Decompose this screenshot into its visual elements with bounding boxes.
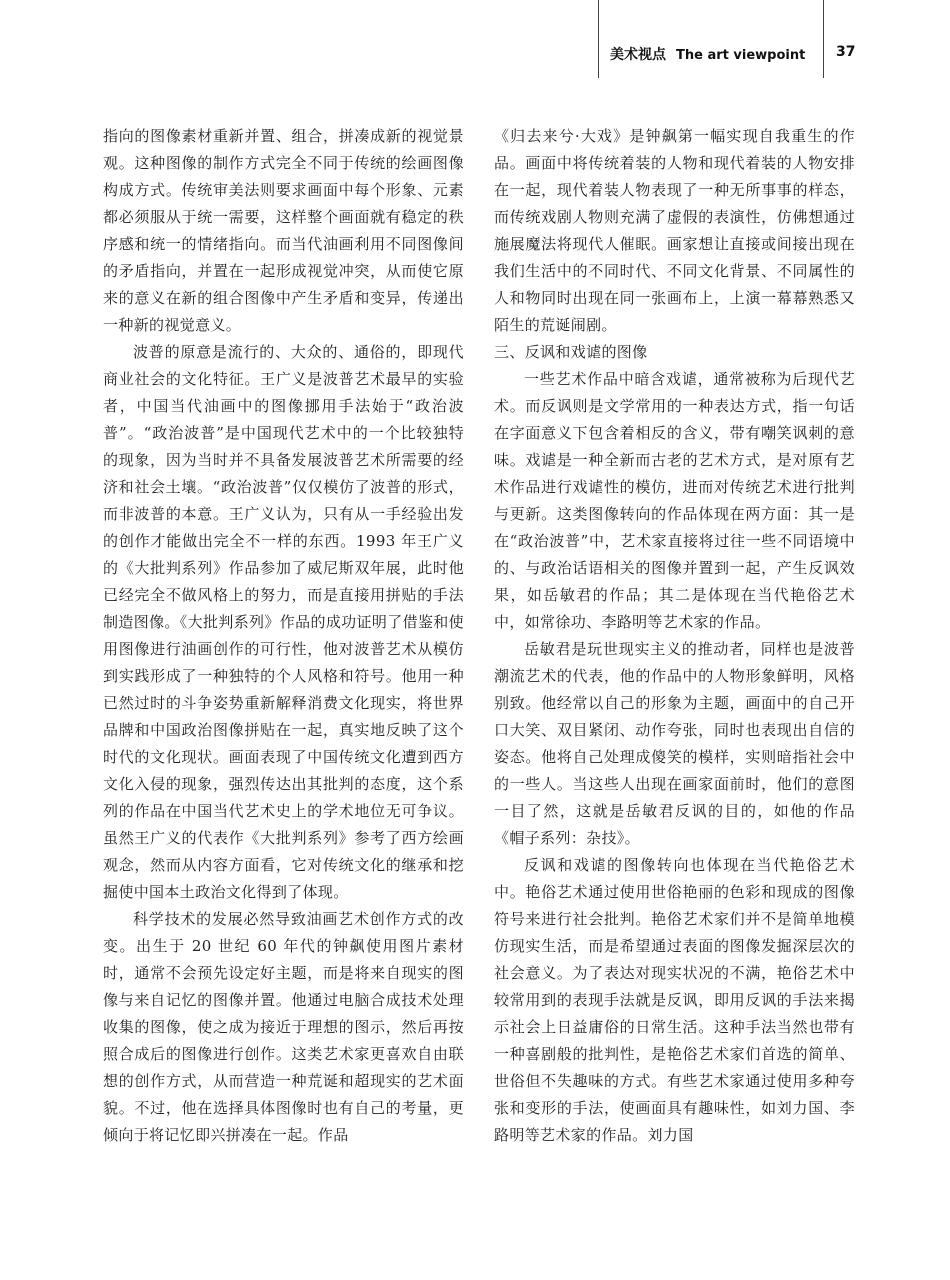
right-column [494,123,855,1149]
header-divider-left [598,0,599,78]
running-header [610,44,815,64]
section-heading: 三、反讽和戏谑的图像 [494,343,648,361]
body-paragraph: 波普的原意是流行的、大众的、通俗的，即现代商业社会的文化特征。王广义是波普艺术最早的实验者，中国当代油画中的图像挪用手法始于“政治波普”。“政治波普”是中国现代艺术中的一个比较独特的现象，因为当时并不具备发展波普艺术所需要的经济和社会土壤。“政治波普”仅仅模仿了波普的形式，而非波普的本意。王广义认为，只有从一手经验出发的创作才能做出完全不一样的东西。1993 年王广义的《大批判系列》作品参加了威尼斯双年展，此时他已经完全不做风格上的努力，而是直接用拼贴的手法制造图像。《大批判系列》作品的成功证明了借鉴和使用图像进行油画创作的可行性，他对波普艺术从模仿到实践形成了一种独特的个人风格和符号。他用一种已然过时的斗争姿势重新解释消费文化现实，将世界品牌和中国政治图像拼贴在一起，真实地反映了这个时代的文化现状。画面表现了中国传统文化遭到西方文化入侵的现象，强烈传达出其批判的态度，这个系列的作品在中国当代艺术史上的学术地位无可争议。虽然王广义的代表作《大批判系列》参考了西方绘画观念，然而从内容方面看，它对传统文化的继承和挖掘使中国本土政治文化得到了体现。 [103,343,464,901]
section-title-english: The art viewpoint [676,48,806,63]
body-paragraph: 反讽和戏谑的图像转向也体现在当代艳俗艺术中。艳俗艺术通过使用世俗艳丽的色彩和现成的图像符号来进行社会批判。艳俗艺术家们并不是简单地模仿现实生活，而是希望通过表面的图像发掘深层次的社会意义。为了表达对现实状况的不满，艳俗艺术中较常用到的表现手法就是反讽，即用反讽的手法来揭示社会上日益庸俗的日常生活。这种手法当然也带有一种喜剧般的批判性，是艳俗艺术家们首选的简单、世俗但不失趣味的方式。有些艺术家通过使用多种夸张和变形的手法，使画面具有趣味性，如刘力国、李路明等艺术家的作品。刘力国 [494,856,855,1144]
page-number: 37 [836,44,856,60]
body-paragraph: 《归去来兮·大戏》是钟飙第一幅实现自我重生的作品。画面中将传统着装的人物和现代着装的人物安排在一起，现代着装人物表现了一种无所事事的样态，而传统戏剧人物则充满了虚假的表演性，仿佛想通过施展魔法将现代人催眠。画家想让直接或间接出现在我们生活中的不同时代、不同文化背景、不同属性的人和物同时出现在同一张画布上，上演一幕幕熟悉又陌生的荒诞闹剧。 [494,127,855,334]
body-paragraph: 一些艺术作品中暗含戏谑，通常被称为后现代艺术。而反讽则是文学常用的一种表达方式，指一句话在字面意义下包含着相反的含义，带有嘲笑讽刺的意味。戏谑是一种全新而古老的艺术方式，是对原有艺术作品进行戏谑性的模仿，进而对传统艺术进行批判与更新。这类图像转向的作品体现在两方面：其一是在“政治波普”中，艺术家直接将过往一些不同语境中的、与政治话语相关的图像并置到一起，产生反讽效果，如岳敏君的作品；其二是体现在当代艳俗艺术中，如常徐功、李路明等艺术家的作品。 [494,370,855,631]
header-divider-right [823,0,824,78]
body-paragraph: 科学技术的发展必然导致油画艺术创作方式的改变。出生于 20 世纪 60 年代的钟飙使用图片素材时，通常不会预先设定好主题，而是将来自现实的图像与来自记忆的图像并置。他通过电脑合成技术处理收集的图像，使之成为接近于理想的图示，然后再按照合成后的图像进行创作。这类艺术家更喜欢自由联想的创作方式，从而营造一种荒诞和超现实的艺术面貌。不过，他在选择具体图像时也有自己的考量，更倾向于将记忆即兴拼凑在一起。作品 [103,910,464,1144]
left-column [103,123,464,1149]
body-paragraph: 指向的图像素材重新并置、组合，拼凑成新的视觉景观。这种图像的制作方式完全不同于传统的绘画图像构成方式。传统审美法则要求画面中每个形象、元素都必须服从于统一需要，这样整个画面就有稳定的秩序感和统一的情绪指向。而当代油画利用不同图像间的矛盾指向，并置在一起形成视觉冲突，从而使它原来的意义在新的组合图像中产生矛盾和变异，传递出一种新的视觉意义。 [103,127,464,334]
body-paragraph: 岳敏君是玩世现实主义的推动者，同样也是波普潮流艺术的代表，他的作品中的人物形象鲜明，风格别致。他经常以自己的形象为主题，画面中的自己开口大笑、双目紧闭、动作夸张，同时也表现出自信的姿态。他将自己处理成傻笑的模样，实则暗指社会中的一些人。当这些人出现在画家面前时，他们的意图一目了然，这就是岳敏君反讽的目的，如他的作品《帽子系列：杂技》。 [494,640,855,847]
section-title-chinese: 美术视点 [610,47,666,63]
